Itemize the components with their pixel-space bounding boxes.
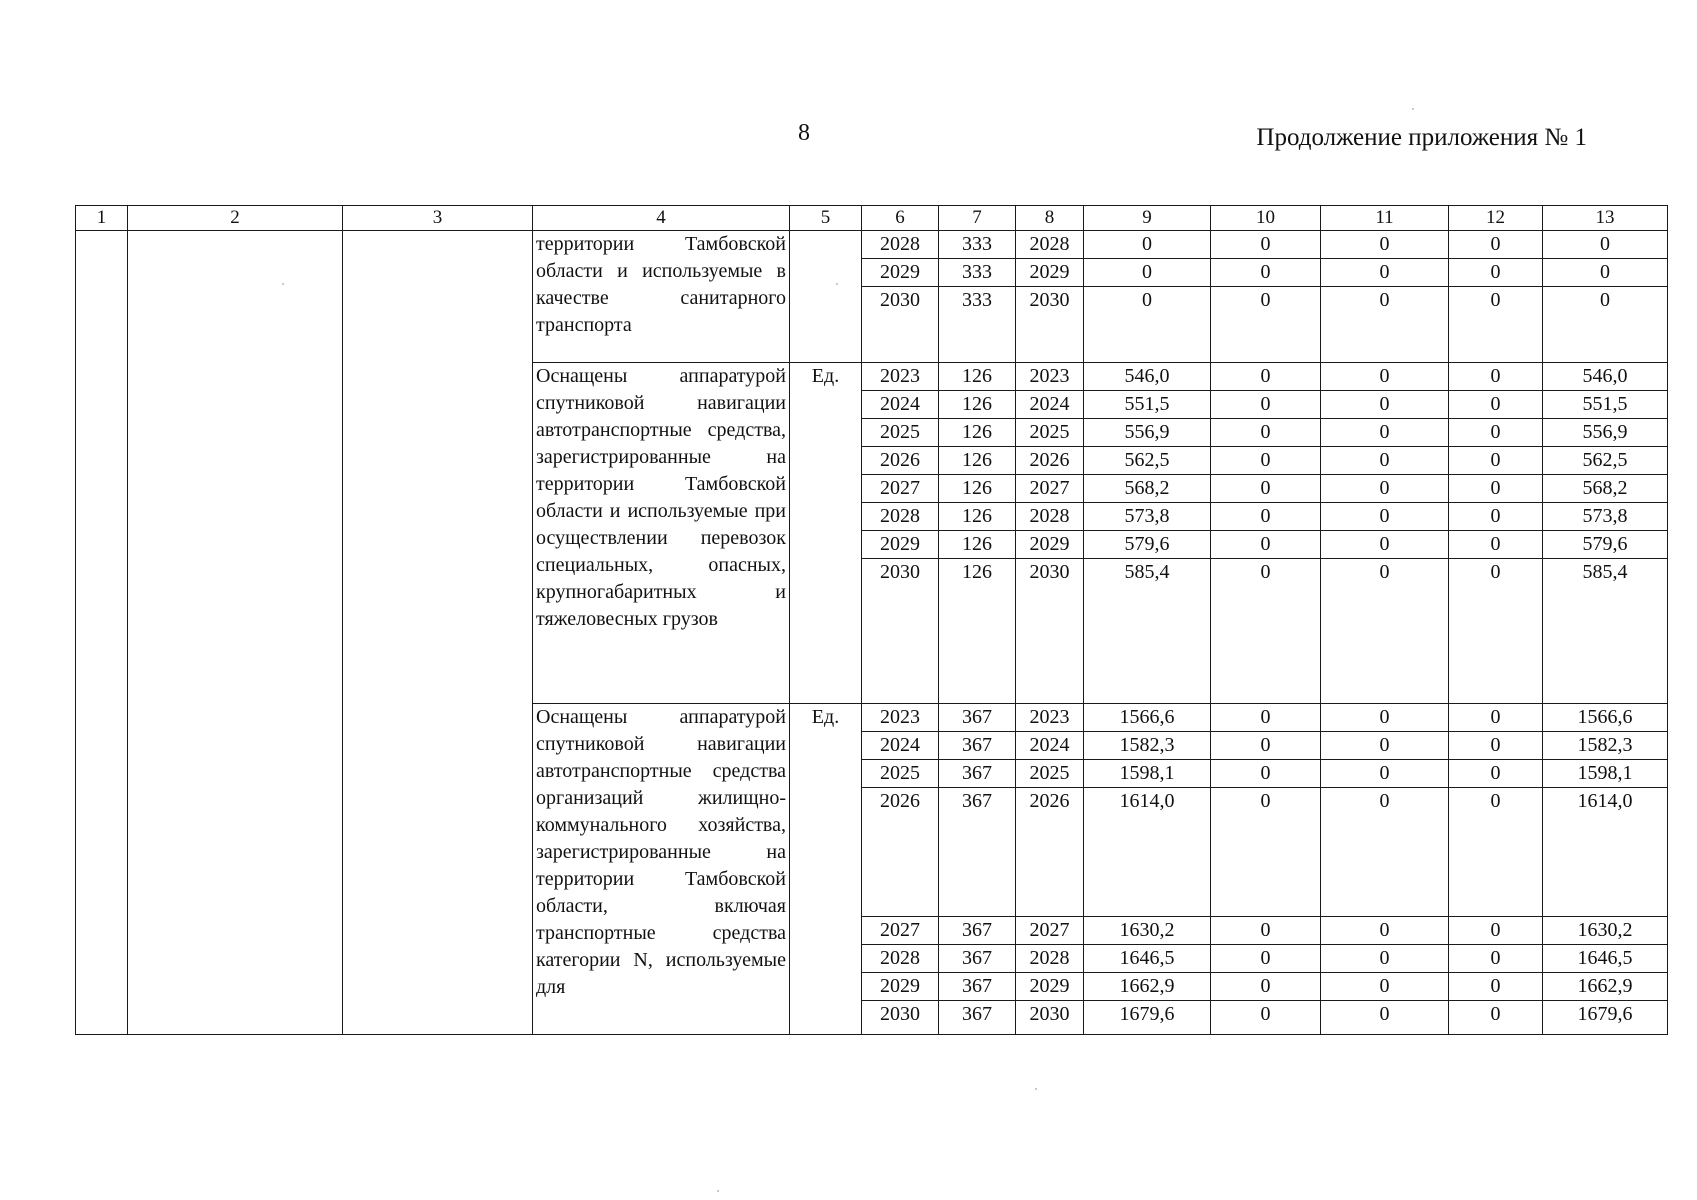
value-cell-col-6: 2023 bbox=[862, 704, 939, 732]
value-cell-col-8: 2028 bbox=[1016, 503, 1084, 531]
value-cell-col-8: 2026 bbox=[1016, 788, 1084, 917]
value-cell-col-9: 0 bbox=[1084, 231, 1211, 259]
header-row bbox=[76, 206, 1668, 231]
value-cell-col-7: 126 bbox=[939, 531, 1016, 559]
value-cell-col-10: 0 bbox=[1211, 287, 1321, 363]
value-cell-col-6: 2024 bbox=[862, 732, 939, 760]
value-cell-col-12: 0 bbox=[1449, 475, 1543, 503]
value-cell-col-12: 0 bbox=[1449, 704, 1543, 732]
value-cell-col-11: 0 bbox=[1321, 704, 1449, 732]
column-header: 1 bbox=[76, 206, 128, 231]
column-header: 11 bbox=[1321, 206, 1449, 231]
value-cell-col-11: 0 bbox=[1321, 531, 1449, 559]
value-cell-col-9: 556,9 bbox=[1084, 419, 1211, 447]
value-cell-col-11: 0 bbox=[1321, 559, 1449, 704]
value-cell-col-9: 1679,6 bbox=[1084, 1001, 1211, 1035]
value-cell-col-11: 0 bbox=[1321, 287, 1449, 363]
column-header: 8 bbox=[1016, 206, 1084, 231]
col-3-cell bbox=[343, 231, 533, 1035]
value-cell-col-13: 556,9 bbox=[1543, 419, 1668, 447]
value-cell-col-7: 367 bbox=[939, 945, 1016, 973]
value-cell-col-12: 0 bbox=[1449, 231, 1543, 259]
col-1-cell bbox=[76, 231, 128, 1035]
value-cell-col-6: 2027 bbox=[862, 475, 939, 503]
value-cell-col-13: 546,0 bbox=[1543, 363, 1668, 391]
value-cell-col-6: 2026 bbox=[862, 788, 939, 917]
continuation-title: Продолжение приложения № 1 bbox=[1256, 124, 1587, 151]
value-cell-col-13: 1566,6 bbox=[1543, 704, 1668, 732]
value-cell-col-10: 0 bbox=[1211, 531, 1321, 559]
value-cell-col-12: 0 bbox=[1449, 1001, 1543, 1035]
value-cell-col-12: 0 bbox=[1449, 973, 1543, 1001]
value-cell-col-6: 2026 bbox=[862, 447, 939, 475]
value-cell-col-8: 2025 bbox=[1016, 760, 1084, 788]
value-cell-col-12: 0 bbox=[1449, 531, 1543, 559]
indicator-description: Оснащены аппаратурой спутниковой навигации автотранспортные средства организаций жилищно-коммунального хозяйства, зарегистрированные на территории Тамбовской области, включая транспортные средства категории N, используемые для bbox=[533, 704, 790, 1035]
value-cell-col-8: 2023 bbox=[1016, 363, 1084, 391]
value-cell-col-6: 2029 bbox=[862, 259, 939, 287]
table-body bbox=[76, 231, 1668, 1035]
value-cell-col-8: 2023 bbox=[1016, 704, 1084, 732]
value-cell-col-10: 0 bbox=[1211, 945, 1321, 973]
value-cell-col-10: 0 bbox=[1211, 391, 1321, 419]
value-cell-col-10: 0 bbox=[1211, 231, 1321, 259]
value-cell-col-7: 333 bbox=[939, 287, 1016, 363]
value-cell-col-12: 0 bbox=[1449, 287, 1543, 363]
value-cell-col-10: 0 bbox=[1211, 259, 1321, 287]
value-cell-col-13: 585,4 bbox=[1543, 559, 1668, 704]
value-cell-col-6: 2027 bbox=[862, 917, 939, 945]
value-cell-col-11: 0 bbox=[1321, 732, 1449, 760]
value-cell-col-7: 367 bbox=[939, 760, 1016, 788]
value-cell-col-6: 2030 bbox=[862, 559, 939, 704]
value-cell-col-9: 568,2 bbox=[1084, 475, 1211, 503]
scan-speck bbox=[1412, 108, 1414, 110]
value-cell-col-7: 367 bbox=[939, 788, 1016, 917]
value-cell-col-13: 551,5 bbox=[1543, 391, 1668, 419]
value-cell-col-11: 0 bbox=[1321, 788, 1449, 917]
value-cell-col-7: 367 bbox=[939, 704, 1016, 732]
value-cell-col-13: 0 bbox=[1543, 287, 1668, 363]
value-cell-col-8: 2028 bbox=[1016, 231, 1084, 259]
value-cell-col-13: 1598,1 bbox=[1543, 760, 1668, 788]
value-cell-col-6: 2025 bbox=[862, 760, 939, 788]
unit-cell: Ед. bbox=[790, 363, 862, 704]
value-cell-col-9: 1646,5 bbox=[1084, 945, 1211, 973]
data-table bbox=[75, 205, 1668, 1035]
column-header: 3 bbox=[343, 206, 533, 231]
value-cell-col-10: 0 bbox=[1211, 503, 1321, 531]
value-cell-col-11: 0 bbox=[1321, 447, 1449, 475]
value-cell-col-8: 2030 bbox=[1016, 1001, 1084, 1035]
value-cell-col-10: 0 bbox=[1211, 475, 1321, 503]
value-cell-col-6: 2024 bbox=[862, 391, 939, 419]
value-cell-col-8: 2026 bbox=[1016, 447, 1084, 475]
value-cell-col-9: 1630,2 bbox=[1084, 917, 1211, 945]
value-cell-col-9: 579,6 bbox=[1084, 531, 1211, 559]
value-cell-col-8: 2029 bbox=[1016, 973, 1084, 1001]
value-cell-col-12: 0 bbox=[1449, 503, 1543, 531]
value-cell-col-10: 0 bbox=[1211, 732, 1321, 760]
value-cell-col-9: 573,8 bbox=[1084, 503, 1211, 531]
value-cell-col-9: 1598,1 bbox=[1084, 760, 1211, 788]
value-cell-col-8: 2030 bbox=[1016, 559, 1084, 704]
value-cell-col-12: 0 bbox=[1449, 732, 1543, 760]
value-cell-col-8: 2030 bbox=[1016, 287, 1084, 363]
unit-cell: Ед. bbox=[790, 704, 862, 1035]
value-cell-col-8: 2029 bbox=[1016, 531, 1084, 559]
value-cell-col-10: 0 bbox=[1211, 1001, 1321, 1035]
scan-speck bbox=[1035, 1088, 1037, 1090]
value-cell-col-11: 0 bbox=[1321, 419, 1449, 447]
value-cell-col-9: 546,0 bbox=[1084, 363, 1211, 391]
value-cell-col-7: 126 bbox=[939, 447, 1016, 475]
value-cell-col-8: 2027 bbox=[1016, 475, 1084, 503]
value-cell-col-6: 2028 bbox=[862, 945, 939, 973]
value-cell-col-11: 0 bbox=[1321, 945, 1449, 973]
value-cell-col-10: 0 bbox=[1211, 917, 1321, 945]
value-cell-col-12: 0 bbox=[1449, 259, 1543, 287]
value-cell-col-12: 0 bbox=[1449, 559, 1543, 704]
column-header: 4 bbox=[533, 206, 790, 231]
value-cell-col-9: 1662,9 bbox=[1084, 973, 1211, 1001]
value-cell-col-8: 2025 bbox=[1016, 419, 1084, 447]
value-cell-col-10: 0 bbox=[1211, 973, 1321, 1001]
page-number: 8 bbox=[798, 120, 810, 146]
scan-speck bbox=[836, 283, 838, 285]
value-cell-col-6: 2030 bbox=[862, 287, 939, 363]
value-cell-col-6: 2025 bbox=[862, 419, 939, 447]
value-cell-col-8: 2027 bbox=[1016, 917, 1084, 945]
value-cell-col-6: 2028 bbox=[862, 231, 939, 259]
value-cell-col-10: 0 bbox=[1211, 788, 1321, 917]
value-cell-col-10: 0 bbox=[1211, 419, 1321, 447]
value-cell-col-9: 551,5 bbox=[1084, 391, 1211, 419]
column-header: 7 bbox=[939, 206, 1016, 231]
value-cell-col-7: 126 bbox=[939, 363, 1016, 391]
scan-speck bbox=[717, 1190, 719, 1192]
value-cell-col-8: 2024 bbox=[1016, 391, 1084, 419]
value-cell-col-9: 0 bbox=[1084, 287, 1211, 363]
value-cell-col-7: 126 bbox=[939, 559, 1016, 704]
scan-speck bbox=[282, 283, 284, 285]
value-cell-col-7: 333 bbox=[939, 231, 1016, 259]
value-cell-col-7: 126 bbox=[939, 475, 1016, 503]
value-cell-col-6: 2023 bbox=[862, 363, 939, 391]
column-header: 13 bbox=[1543, 206, 1668, 231]
value-cell-col-13: 0 bbox=[1543, 259, 1668, 287]
value-cell-col-13: 1679,6 bbox=[1543, 1001, 1668, 1035]
value-cell-col-13: 562,5 bbox=[1543, 447, 1668, 475]
value-cell-col-9: 1582,3 bbox=[1084, 732, 1211, 760]
column-header: 5 bbox=[790, 206, 862, 231]
value-cell-col-7: 126 bbox=[939, 419, 1016, 447]
value-cell-col-13: 1662,9 bbox=[1543, 973, 1668, 1001]
value-cell-col-12: 0 bbox=[1449, 945, 1543, 973]
column-header: 10 bbox=[1211, 206, 1321, 231]
value-cell-col-7: 333 bbox=[939, 259, 1016, 287]
value-cell-col-12: 0 bbox=[1449, 788, 1543, 917]
value-cell-col-11: 0 bbox=[1321, 917, 1449, 945]
value-cell-col-10: 0 bbox=[1211, 559, 1321, 704]
value-cell-col-7: 367 bbox=[939, 1001, 1016, 1035]
col-2-cell bbox=[128, 231, 343, 1035]
indicator-description: Оснащены аппаратурой спутниковой навигации автотранспортные средства, зарегистрированные на территории Тамбовской области и используемые при осуществлении перевозок специальных, опасных, крупногабаритных и тяжеловесных грузов bbox=[533, 363, 790, 704]
column-header: 2 bbox=[128, 206, 343, 231]
value-cell-col-13: 1646,5 bbox=[1543, 945, 1668, 973]
value-cell-col-11: 0 bbox=[1321, 475, 1449, 503]
unit-cell bbox=[790, 231, 862, 363]
value-cell-col-11: 0 bbox=[1321, 231, 1449, 259]
value-cell-col-11: 0 bbox=[1321, 259, 1449, 287]
value-cell-col-9: 562,5 bbox=[1084, 447, 1211, 475]
value-cell-col-7: 367 bbox=[939, 917, 1016, 945]
value-cell-col-11: 0 bbox=[1321, 760, 1449, 788]
value-cell-col-11: 0 bbox=[1321, 973, 1449, 1001]
value-cell-col-12: 0 bbox=[1449, 760, 1543, 788]
value-cell-col-7: 367 bbox=[939, 973, 1016, 1001]
value-cell-col-6: 2028 bbox=[862, 503, 939, 531]
value-cell-col-13: 568,2 bbox=[1543, 475, 1668, 503]
column-header: 9 bbox=[1084, 206, 1211, 231]
value-cell-col-10: 0 bbox=[1211, 363, 1321, 391]
value-cell-col-8: 2024 bbox=[1016, 732, 1084, 760]
value-cell-col-13: 1614,0 bbox=[1543, 788, 1668, 917]
value-cell-col-8: 2029 bbox=[1016, 259, 1084, 287]
column-header: 6 bbox=[862, 206, 939, 231]
value-cell-col-6: 2029 bbox=[862, 973, 939, 1001]
value-cell-col-6: 2030 bbox=[862, 1001, 939, 1035]
indicator-description: территории Тамбовской области и используемые в качестве санитарного транспорта bbox=[533, 231, 790, 363]
table-row bbox=[76, 231, 1668, 259]
value-cell-col-13: 579,6 bbox=[1543, 531, 1668, 559]
value-cell-col-8: 2028 bbox=[1016, 945, 1084, 973]
value-cell-col-12: 0 bbox=[1449, 363, 1543, 391]
value-cell-col-12: 0 bbox=[1449, 447, 1543, 475]
value-cell-col-11: 0 bbox=[1321, 363, 1449, 391]
value-cell-col-11: 0 bbox=[1321, 1001, 1449, 1035]
value-cell-col-13: 0 bbox=[1543, 231, 1668, 259]
value-cell-col-9: 1614,0 bbox=[1084, 788, 1211, 917]
value-cell-col-10: 0 bbox=[1211, 704, 1321, 732]
value-cell-col-10: 0 bbox=[1211, 447, 1321, 475]
value-cell-col-11: 0 bbox=[1321, 503, 1449, 531]
value-cell-col-13: 1582,3 bbox=[1543, 732, 1668, 760]
value-cell-col-7: 126 bbox=[939, 503, 1016, 531]
value-cell-col-9: 585,4 bbox=[1084, 559, 1211, 704]
value-cell-col-12: 0 bbox=[1449, 917, 1543, 945]
value-cell-col-7: 367 bbox=[939, 732, 1016, 760]
value-cell-col-13: 1630,2 bbox=[1543, 917, 1668, 945]
value-cell-col-6: 2029 bbox=[862, 531, 939, 559]
value-cell-col-11: 0 bbox=[1321, 391, 1449, 419]
value-cell-col-9: 1566,6 bbox=[1084, 704, 1211, 732]
value-cell-col-12: 0 bbox=[1449, 391, 1543, 419]
value-cell-col-9: 0 bbox=[1084, 259, 1211, 287]
value-cell-col-10: 0 bbox=[1211, 760, 1321, 788]
value-cell-col-7: 126 bbox=[939, 391, 1016, 419]
column-header: 12 bbox=[1449, 206, 1543, 231]
value-cell-col-13: 573,8 bbox=[1543, 503, 1668, 531]
value-cell-col-12: 0 bbox=[1449, 419, 1543, 447]
